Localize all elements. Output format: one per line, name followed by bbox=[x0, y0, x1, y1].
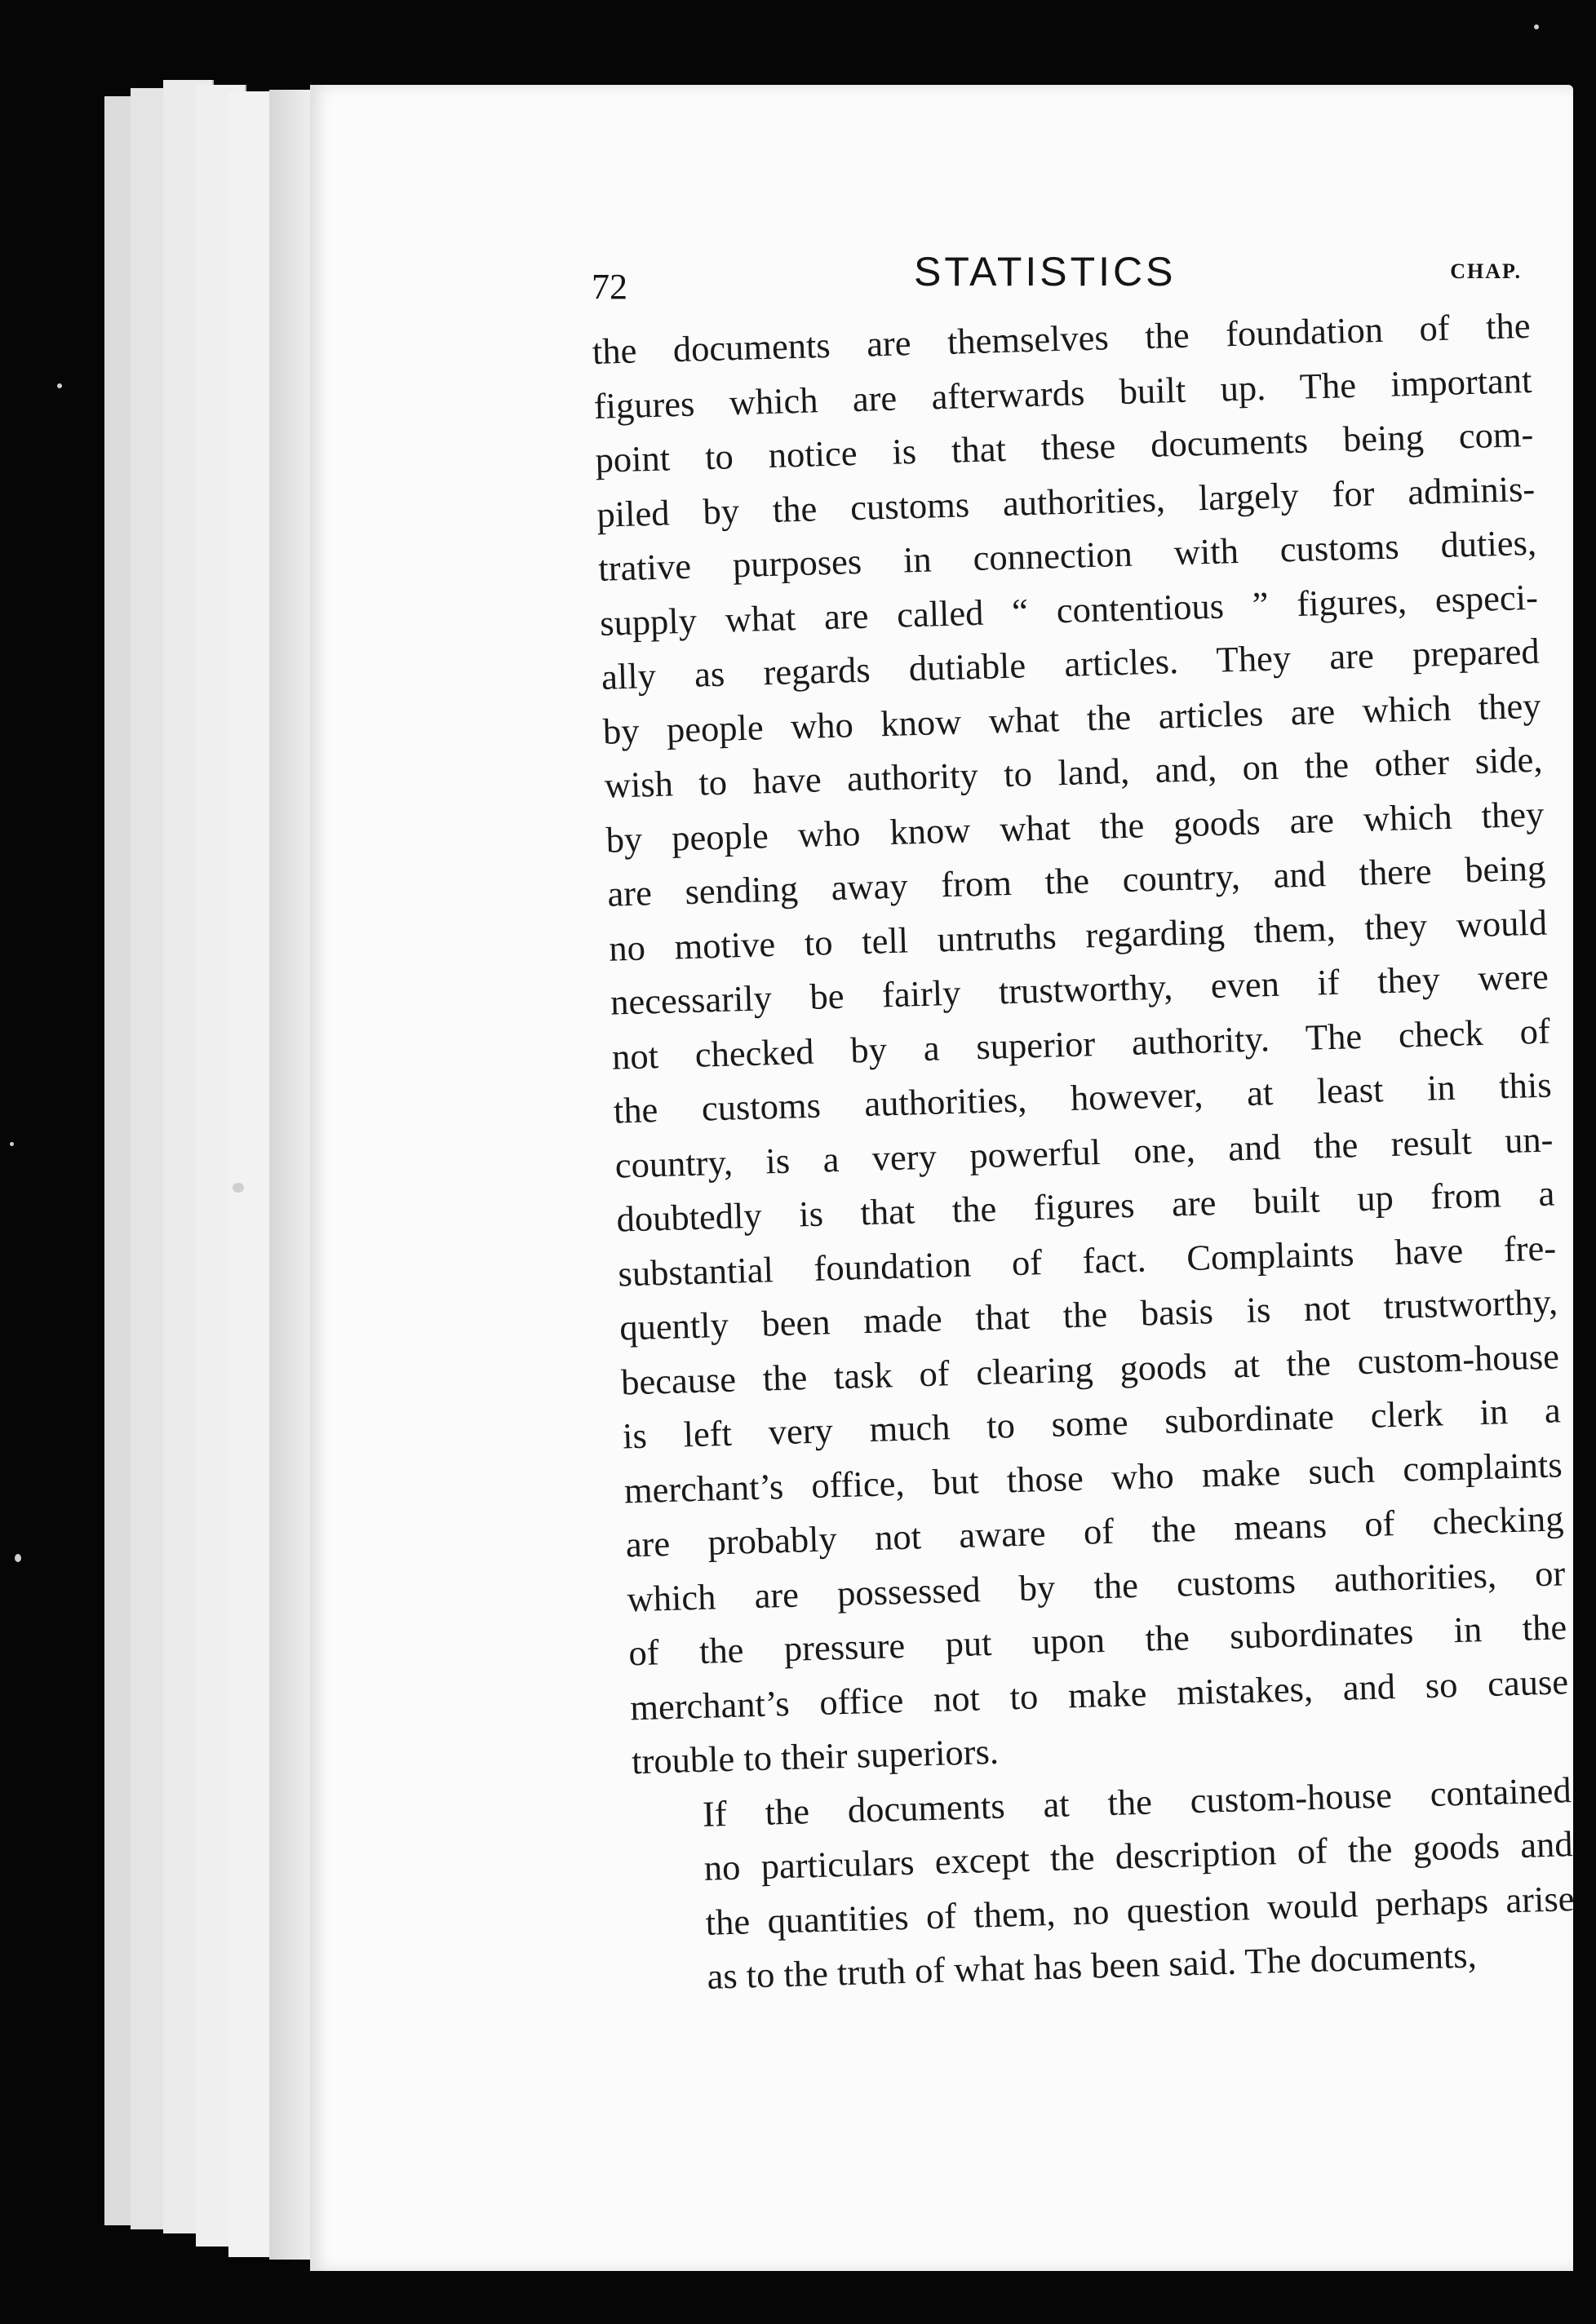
text-line: by people who know what the goods are which they bbox=[605, 793, 1545, 861]
text-line: trouble to their superiors. bbox=[631, 1730, 1000, 1782]
text-line: because the task of clearing goods at the custom-house bbox=[620, 1335, 1560, 1402]
scan-speck bbox=[15, 1554, 21, 1562]
text-line: as to the truth of what has been said. The documents, bbox=[706, 1934, 1478, 1997]
paragraph bbox=[632, 1763, 1576, 2006]
paragraph bbox=[592, 299, 1571, 1789]
text-line: not checked by a superior authority. The check of bbox=[611, 1010, 1551, 1078]
text-line: no motive to tell untruths regarding them, they would bbox=[608, 901, 1548, 969]
scan-speck bbox=[57, 383, 62, 388]
text-line: is left very much to some subordinate clerk in a bbox=[622, 1389, 1562, 1457]
text-line: of the pressure put upon the subordinates in the bbox=[627, 1606, 1567, 1674]
text-line: are sending away from the country, and there being bbox=[606, 847, 1546, 914]
text-line: ally as regards dutiable articles. They are prepared bbox=[601, 630, 1541, 697]
text-line: supply what are called “ contentious ” figures, especi- bbox=[599, 576, 1539, 644]
scan-speck bbox=[10, 1142, 14, 1146]
text-line: country, is a very powerful one, and the result un- bbox=[614, 1118, 1554, 1186]
text-line: are probably not aware of the means of checking bbox=[625, 1498, 1565, 1565]
scan-speck bbox=[233, 1183, 244, 1193]
text-line: merchant’s office, but those who make such complaints bbox=[623, 1443, 1563, 1511]
chapter-label: CHAP. bbox=[1450, 259, 1522, 283]
text-line: wish to have authority to land, and, on the other side, bbox=[604, 738, 1544, 806]
text-line: figures which are afterwards built up. The important bbox=[593, 359, 1533, 427]
text-line: the customs authorities, however, at least in this bbox=[613, 1064, 1553, 1131]
text-line: the documents are themselves the foundation of the bbox=[592, 304, 1532, 372]
text-line: no particulars except the description of the goods and bbox=[703, 1823, 1574, 1888]
text-line: necessarily be fairly trustworthy, even if they were bbox=[610, 955, 1549, 1023]
text-line: trative purposes in connection with customs duties, bbox=[597, 521, 1537, 589]
text-line: piled by the customs authorities, largely for adminis- bbox=[596, 467, 1536, 535]
text-line: doubtedly is that the figures are built up from a bbox=[615, 1172, 1555, 1240]
text-line: by people who know what the articles are which they bbox=[602, 684, 1542, 752]
scan-speck bbox=[1534, 24, 1539, 29]
text-line: merchant’s office not to make mistakes, and so cause bbox=[629, 1660, 1569, 1728]
page-number: 72 bbox=[592, 267, 627, 307]
running-title: STATISTICS bbox=[914, 249, 1177, 294]
text-line: If the documents at the custom-house contained bbox=[702, 1768, 1572, 1835]
text-line: which are possessed by the customs authorities, or bbox=[626, 1552, 1566, 1619]
text-line: the quantities of them, no question would perhaps arise bbox=[705, 1877, 1576, 1943]
text-line: substantial foundation of fact. Complaints have fre- bbox=[617, 1226, 1557, 1295]
text-line: quently been made that the basis is not trustworthy, bbox=[618, 1281, 1558, 1348]
body-text bbox=[592, 299, 1576, 2006]
text-line: point to notice is that these documents being com- bbox=[594, 413, 1534, 480]
